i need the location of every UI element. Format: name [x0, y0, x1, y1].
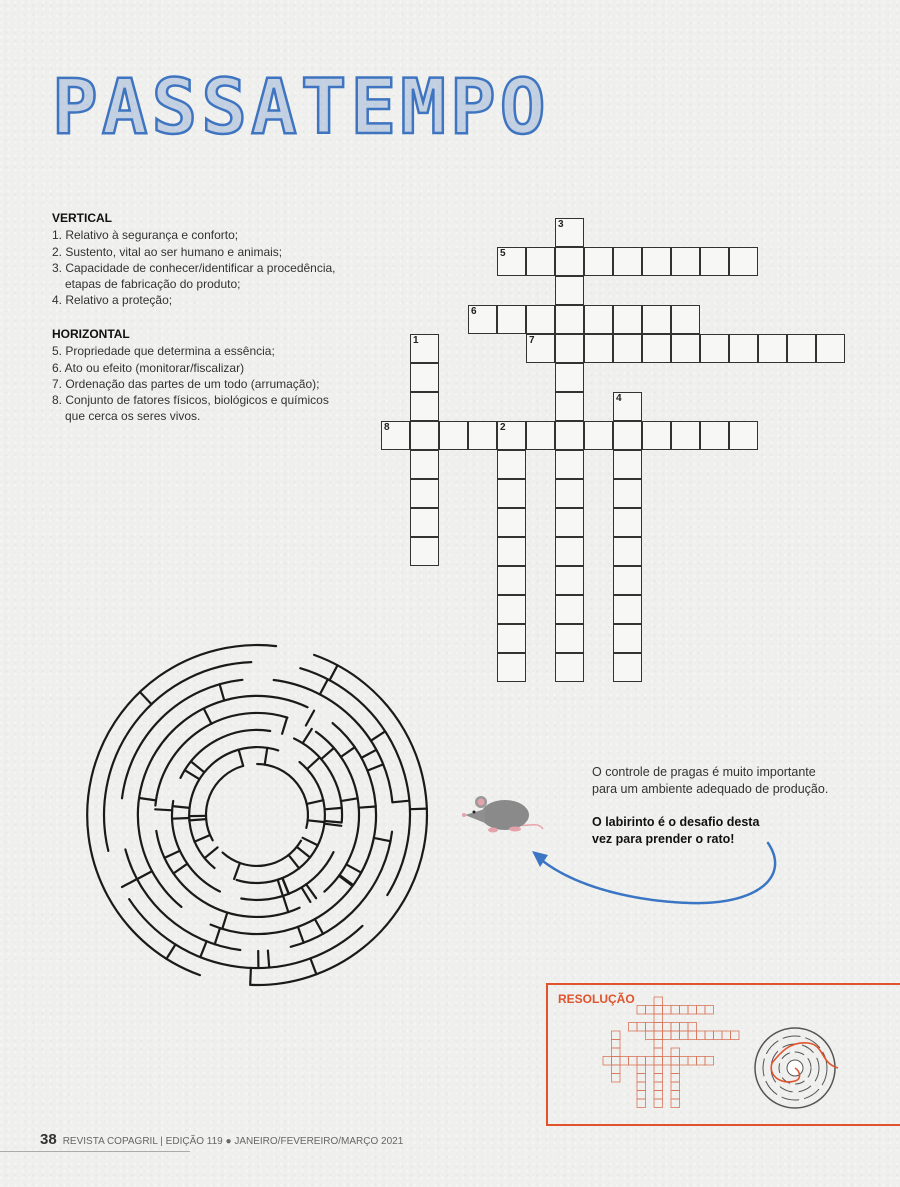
maze-wall: [298, 927, 304, 943]
maze-wall: [274, 680, 393, 802]
clue-number-2: 2: [500, 422, 506, 433]
resolution-cell: [671, 1065, 680, 1074]
maze-wall: [289, 855, 300, 868]
resolution-cell: [688, 1023, 697, 1032]
maze-wall: [125, 849, 240, 950]
crossword-cell[interactable]: [555, 334, 584, 363]
maze-wall: [341, 747, 355, 757]
crossword-cell[interactable]: [497, 566, 526, 595]
crossword-cell[interactable]: [613, 479, 642, 508]
resolution-cell: [654, 1048, 663, 1057]
crossword-cell[interactable]: [410, 392, 439, 421]
crossword-cell[interactable]: [497, 450, 526, 479]
crossword-cell[interactable]: [555, 276, 584, 305]
clue-horizontal-5: 5. Propriedade que determina a essência;: [52, 344, 275, 359]
crossword-cell[interactable]: [584, 247, 613, 276]
resolution-cell: [646, 1057, 655, 1066]
maze-wall: [234, 863, 240, 879]
maze-wall: [325, 808, 342, 809]
page-number: 38: [40, 1131, 57, 1148]
maze-wall: [140, 692, 152, 704]
resolution-cell: [612, 1031, 621, 1040]
resolution-cell: [671, 1099, 680, 1108]
crossword-cell[interactable]: [410, 421, 439, 450]
resolution-cell: [671, 1006, 680, 1015]
crossword-cell[interactable]: [613, 334, 642, 363]
resolution-cell: [714, 1031, 723, 1040]
maze-wall: [165, 851, 180, 858]
resolution-cell: [705, 1006, 714, 1015]
resolution-cell: [663, 1023, 672, 1032]
crossword-cell[interactable]: [555, 653, 584, 682]
crossword-cell[interactable]: [497, 305, 526, 334]
resolution-cell: [654, 1074, 663, 1083]
crossword-cell[interactable]: [613, 247, 642, 276]
resolution-cell: [612, 1040, 621, 1049]
crossword-cell[interactable]: [439, 421, 468, 450]
crossword-cell[interactable]: [526, 305, 555, 334]
resolution-cell: [731, 1031, 740, 1040]
maze-wall: [307, 800, 324, 804]
maze-wall: [139, 798, 156, 800]
circular-maze: [70, 635, 450, 1005]
crossword-cell[interactable]: [613, 653, 642, 682]
maze-wall: [189, 819, 206, 820]
resolution-cell: [680, 1006, 689, 1015]
crossword-cell[interactable]: [555, 247, 584, 276]
crossword-cell[interactable]: [613, 624, 642, 653]
resolution-cell: [663, 1031, 672, 1040]
resolution-cell: [671, 1057, 680, 1066]
maze-wall: [250, 968, 251, 985]
maze-wall: [303, 838, 318, 846]
crossword-cell[interactable]: [555, 421, 584, 450]
clue-horizontal-7: 7. Ordenação das partes de um todo (arrumação);: [52, 376, 320, 391]
maze-wall: [223, 841, 301, 866]
maze-wall: [204, 709, 212, 724]
resolution-cell: [671, 1091, 680, 1100]
crossword-cell[interactable]: [613, 450, 642, 479]
resolution-cell: [722, 1031, 731, 1040]
crossword-cell[interactable]: [497, 595, 526, 624]
crossword-cell[interactable]: [497, 479, 526, 508]
maze-wall: [191, 762, 204, 773]
clue-horizontal-6: 6. Ato ou efeito (monitorar/fiscalizar): [52, 360, 245, 375]
crossword-cell[interactable]: [729, 421, 758, 450]
maze-wall: [173, 864, 187, 874]
crossword-cell[interactable]: [555, 305, 584, 334]
maze-wall: [340, 875, 354, 885]
clue-horizontal-8: 8. Conjunto de fatores físicos, biológicos e químicos que cerca os seres vivos.: [52, 393, 329, 424]
clue-vertical-3: 3. Capacidade de conhecer/identificar a procedência, etapas de fabricação do produto;: [52, 260, 336, 292]
maze-wall: [291, 832, 392, 947]
crossword-cell[interactable]: [497, 653, 526, 682]
resolution-title: RESOLUÇÃO: [558, 992, 635, 1006]
caption-line-1: O controle de pragas é muito importante: [592, 765, 816, 779]
maze-wall: [194, 835, 210, 842]
resolution-cell: [663, 1006, 672, 1015]
clue-number-3: 3: [558, 219, 564, 230]
resolution-cell: [637, 1006, 646, 1015]
resolution-cell: [671, 1082, 680, 1091]
crossword-cell[interactable]: [497, 624, 526, 653]
crossword-cell[interactable]: [555, 566, 584, 595]
maze-wall: [282, 718, 287, 734]
crossword-cell[interactable]: [584, 421, 613, 450]
resolution-cell: [697, 1006, 706, 1015]
resolution-cell: [612, 1065, 621, 1074]
arrow-icon: [520, 835, 790, 915]
resolution-cell: [654, 1091, 663, 1100]
resolution-cell: [629, 1023, 638, 1032]
maze-wall: [205, 847, 218, 858]
maze-wall: [220, 684, 225, 700]
crossword-cell[interactable]: [700, 421, 729, 450]
resolution-cell: [705, 1031, 714, 1040]
maze-wall: [371, 731, 385, 740]
maze-wall: [104, 662, 251, 851]
resolution-cell: [646, 1006, 655, 1015]
resolution-cell: [671, 1023, 680, 1032]
crossword-cell[interactable]: [410, 508, 439, 537]
crossword-cell[interactable]: [526, 247, 555, 276]
crossword-cell[interactable]: [410, 479, 439, 508]
resolution-cell: [671, 1048, 680, 1057]
resolution-cell: [646, 1023, 655, 1032]
maze-wall: [239, 750, 244, 766]
crossword-cell[interactable]: [816, 334, 845, 363]
resolution-cell: [705, 1057, 714, 1066]
resolution-cell: [612, 1048, 621, 1057]
crossword-cell[interactable]: [613, 595, 642, 624]
maze-wall: [166, 945, 175, 959]
maze-wall: [185, 770, 199, 779]
footer-divider: [0, 1151, 190, 1152]
crossword-cell[interactable]: [584, 305, 613, 334]
resolution-maze-thumbnail: [750, 1023, 840, 1113]
horizontal-heading: HORIZONTAL: [52, 327, 130, 341]
resolution-cell: [654, 1099, 663, 1108]
maze-wall: [155, 809, 172, 810]
crossword-cell[interactable]: [410, 363, 439, 392]
resolution-cell: [637, 1091, 646, 1100]
page-title: PASSATEMPO: [52, 62, 550, 151]
maze-wall: [222, 913, 227, 929]
resolution-cell: [654, 1065, 663, 1074]
crossword-cell[interactable]: [671, 334, 700, 363]
maze-wall: [215, 928, 220, 944]
maze-wall: [122, 879, 137, 887]
maze-wall: [374, 838, 391, 841]
maze-wall: [87, 645, 276, 975]
crossword-cell[interactable]: [468, 421, 497, 450]
clue-vertical-4: 4. Relativo a proteção;: [52, 293, 173, 308]
maze-wall: [392, 801, 409, 803]
resolution-cell: [680, 1023, 689, 1032]
maze-wall: [359, 807, 376, 808]
resolution-cell: [680, 1057, 689, 1066]
resolution-cell: [697, 1057, 706, 1066]
maze-wall: [303, 729, 312, 743]
vertical-heading: VERTICAL: [52, 211, 112, 225]
clue-vertical-2: 2. Sustento, vital ao ser humano e animais;: [52, 244, 283, 259]
caption-bold-2: vez para prender o rato!: [592, 832, 735, 846]
resolution-cell: [654, 1006, 663, 1015]
resolution-cell: [637, 1082, 646, 1091]
crossword-cell[interactable]: [642, 305, 671, 334]
maze-wall: [137, 871, 152, 879]
resolution-crossword-thumbnail: [548, 985, 748, 1125]
maze-wall: [297, 847, 310, 858]
maze-wall: [172, 818, 189, 819]
clue-number-7: 7: [529, 335, 535, 346]
resolution-cell: [671, 1031, 680, 1040]
maze-wall: [367, 764, 383, 770]
maze-wall: [341, 798, 358, 801]
crossword-cell[interactable]: [497, 508, 526, 537]
clue-number-1: 1: [413, 335, 419, 346]
resolution-cell: [654, 1014, 663, 1023]
crossword-cell[interactable]: [584, 334, 613, 363]
crossword-cell[interactable]: [555, 450, 584, 479]
maze-wall: [306, 711, 314, 726]
resolution-cell: [603, 1057, 612, 1066]
resolution-cell: [637, 1074, 646, 1083]
maze-wall: [265, 748, 268, 765]
maze-wall: [200, 941, 206, 957]
maze-wall: [307, 758, 320, 770]
resolution-cell: [637, 1057, 646, 1066]
maze-wall: [173, 806, 190, 808]
crossword-cell[interactable]: [642, 421, 671, 450]
resolution-cell: [654, 997, 663, 1006]
crossword-cell[interactable]: [613, 305, 642, 334]
maze-wall: [206, 766, 243, 840]
maze-wall: [321, 748, 334, 759]
maze-wall: [410, 809, 427, 810]
clue-number-6: 6: [471, 306, 477, 317]
crossword-cell[interactable]: [526, 421, 555, 450]
caption-bold-1: O labirinto é o desafio desta: [592, 815, 760, 829]
maze-wall: [308, 820, 325, 822]
maze-wall: [315, 919, 323, 934]
crossword-cell[interactable]: [729, 334, 758, 363]
crossword-cell[interactable]: [555, 537, 584, 566]
resolution-cell: [697, 1031, 706, 1040]
resolution-cell: [620, 1057, 629, 1066]
crossword-cell[interactable]: [613, 566, 642, 595]
caption-line-2: para um ambiente adequado de produção.: [592, 782, 829, 796]
resolution-cell: [671, 1074, 680, 1083]
maze-wall: [361, 750, 376, 758]
crossword-cell[interactable]: [758, 334, 787, 363]
resolution-cell: [663, 1057, 672, 1066]
resolution-cell: [680, 1031, 689, 1040]
maze-wall: [278, 880, 283, 896]
resolution-cell: [688, 1006, 697, 1015]
crossword-cell[interactable]: [613, 537, 642, 566]
crossword-cell[interactable]: [642, 334, 671, 363]
resolution-box: [546, 983, 900, 1126]
footer: [40, 1131, 403, 1148]
crossword-cell[interactable]: [555, 479, 584, 508]
crossword-cell[interactable]: [642, 247, 671, 276]
crossword-cell[interactable]: [671, 247, 700, 276]
crossword-cell[interactable]: [671, 305, 700, 334]
resolution-cell: [646, 1031, 655, 1040]
crossword-cell[interactable]: [555, 595, 584, 624]
maze-wall: [330, 665, 338, 680]
crossword-cell[interactable]: [555, 363, 584, 392]
maze-wall: [325, 821, 342, 823]
crossword-cell[interactable]: [700, 334, 729, 363]
resolution-cell: [612, 1057, 621, 1066]
maze-wall: [138, 696, 308, 907]
maze-wall: [211, 723, 376, 934]
crossword-cell[interactable]: [555, 624, 584, 653]
resolution-cell: [637, 1099, 646, 1108]
maze-wall: [310, 958, 316, 974]
resolution-cell: [654, 1031, 663, 1040]
maze-wall: [251, 655, 427, 985]
crossword-cell[interactable]: [497, 537, 526, 566]
resolution-cell: [612, 1074, 621, 1083]
resolution-cell: [654, 1040, 663, 1049]
clue-number-8: 8: [384, 422, 390, 433]
crossword-cell[interactable]: [613, 508, 642, 537]
resolution-cell: [654, 1057, 663, 1066]
resolution-cell: [654, 1082, 663, 1091]
crossword-cell[interactable]: [410, 450, 439, 479]
footer-text: REVISTA COPAGRIL | EDIÇÃO 119 ● JANEIRO/FEVEREIRO/MARÇO 2021: [62, 1136, 404, 1147]
resolution-cell: [654, 1023, 663, 1032]
resolution-cell: [629, 1057, 638, 1066]
resolution-cell: [688, 1057, 697, 1066]
crossword-cell[interactable]: [671, 421, 700, 450]
clue-vertical-1: 1. Relativo à segurança e conforto;: [52, 228, 239, 243]
resolution-cell: [637, 1065, 646, 1074]
maze-wall: [282, 878, 288, 894]
crossword-cell[interactable]: [787, 334, 816, 363]
maze-wall: [320, 679, 328, 694]
clue-number-4: 4: [616, 393, 622, 404]
crossword-cell[interactable]: [729, 247, 758, 276]
resolution-cell: [688, 1031, 697, 1040]
crossword-cell[interactable]: [410, 537, 439, 566]
maze-wall: [257, 764, 308, 828]
maze-wall: [283, 896, 288, 912]
maze-wall: [268, 951, 269, 968]
crossword-cell[interactable]: [700, 247, 729, 276]
maze-wall: [324, 824, 341, 826]
crossword-cell[interactable]: [613, 421, 642, 450]
resolution-cell: [637, 1023, 646, 1032]
maze-wall: [346, 864, 361, 872]
crossword-cell[interactable]: [555, 392, 584, 421]
clue-number-5: 5: [500, 248, 506, 259]
crossword-cell[interactable]: [555, 508, 584, 537]
